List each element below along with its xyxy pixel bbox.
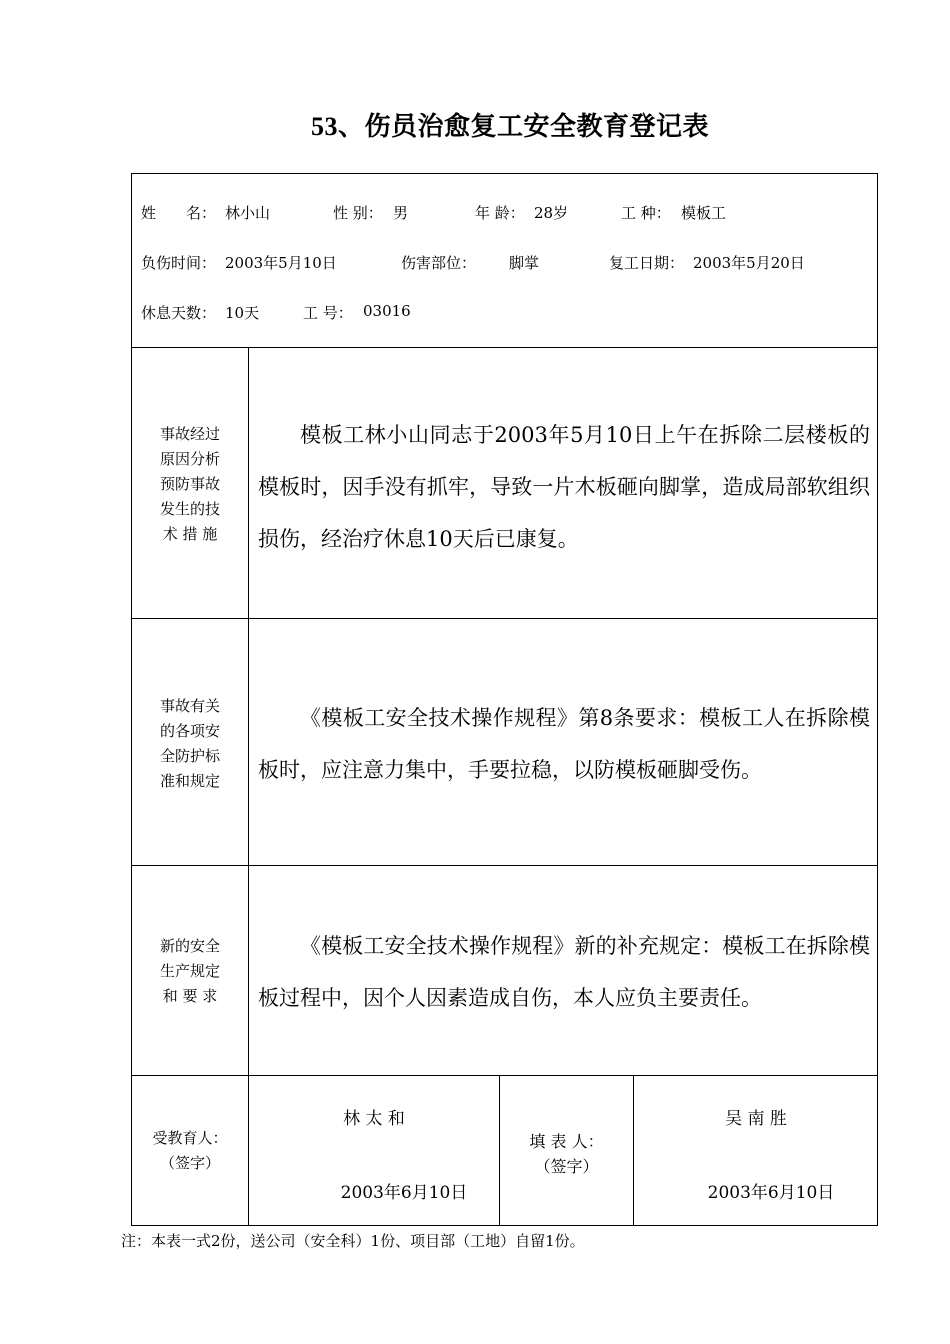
page-title: 53、伤员治愈复工安全教育登记表 <box>310 112 709 141</box>
label-line: 原因分析 <box>159 450 220 468</box>
trainee-signature: 林 太 和 <box>343 1109 405 1129</box>
gender-label: 性 别： <box>333 204 383 222</box>
trainee-sign-note: （签字） <box>159 1154 220 1172</box>
gender-value: 男 <box>393 204 409 222</box>
worker-no-value: 03016 <box>363 302 411 320</box>
rest-days-value: 10天 <box>225 304 260 322</box>
trainee-label: 受教育人： <box>152 1129 228 1147</box>
trade-label: 工 种： <box>621 204 671 222</box>
filler-date: 2003年6月10日 <box>707 1183 835 1203</box>
age-value: 28岁 <box>534 204 569 222</box>
worker-no-label: 工 号： <box>303 304 353 322</box>
section-label-new-regulations <box>132 934 248 1009</box>
label-line: 生产规定 <box>159 962 220 980</box>
divider-line <box>131 1075 878 1076</box>
label-line: 和 要 求 <box>162 987 218 1005</box>
section-content-accident-analysis: 模板工林小山同志于2003年5月10日上午在拆除二层楼板的模板时，因手没有抓牢，导致一片木板砸向脚掌，造成局部软组织损伤，经治疗休息10天后已康复。 <box>258 423 870 551</box>
label-line: 术 措 施 <box>162 525 218 543</box>
label-line: 全防护标 <box>159 747 220 765</box>
label-line: 事故经过 <box>159 425 220 443</box>
section-label-safety-standards <box>132 694 248 794</box>
trainee-label-cell <box>132 1126 248 1176</box>
label-line: 准和规定 <box>159 772 220 790</box>
name-label: 姓 名： <box>141 204 217 222</box>
trade-value: 模板工 <box>681 204 727 222</box>
filler-label: 填 表 人： <box>529 1132 604 1151</box>
divider-line <box>633 1075 634 1225</box>
divider-line <box>131 347 878 348</box>
divider-line <box>131 618 878 619</box>
section-content-safety-standards: 《模板工安全技术操作规程》第8条要求：模板工人在拆除模板时，应注意力集中，手要拉稳，以防模板砸脚受伤。 <box>258 706 870 782</box>
section-label-accident-analysis <box>132 422 248 547</box>
name-value: 林小山 <box>225 204 271 222</box>
filler-signature: 吴 南 胜 <box>725 1109 787 1129</box>
divider-line <box>131 865 878 866</box>
label-line: 发生的技 <box>159 500 220 518</box>
injury-time-value: 2003年5月10日 <box>225 254 337 272</box>
label-line: 的各项安 <box>159 722 220 740</box>
divider-line <box>248 347 249 1225</box>
label-line: 新的安全 <box>159 937 220 955</box>
injury-part-value: 脚掌 <box>509 254 540 272</box>
return-date-label: 复工日期： <box>609 254 685 272</box>
filler-sign-note: （签字） <box>534 1157 599 1176</box>
trainee-date: 2003年6月10日 <box>340 1183 468 1203</box>
label-line: 事故有关 <box>159 697 220 715</box>
injury-time-label: 负伤时间： <box>141 254 217 272</box>
age-label: 年 龄： <box>475 204 525 222</box>
section-content-new-regulations: 《模板工安全技术操作规程》新的补充规定：模板工在拆除模板过程中，因个人因素造成自伤，本人应负主要责任。 <box>258 934 870 1010</box>
return-date-value: 2003年5月20日 <box>693 254 805 272</box>
footnote: 注：本表一式2份，送公司（安全科）1份、项目部（工地）自留1份。 <box>121 1232 585 1250</box>
label-line: 预防事故 <box>159 475 220 493</box>
rest-days-label: 休息天数： <box>141 304 217 322</box>
injury-part-label: 伤害部位： <box>401 254 477 272</box>
